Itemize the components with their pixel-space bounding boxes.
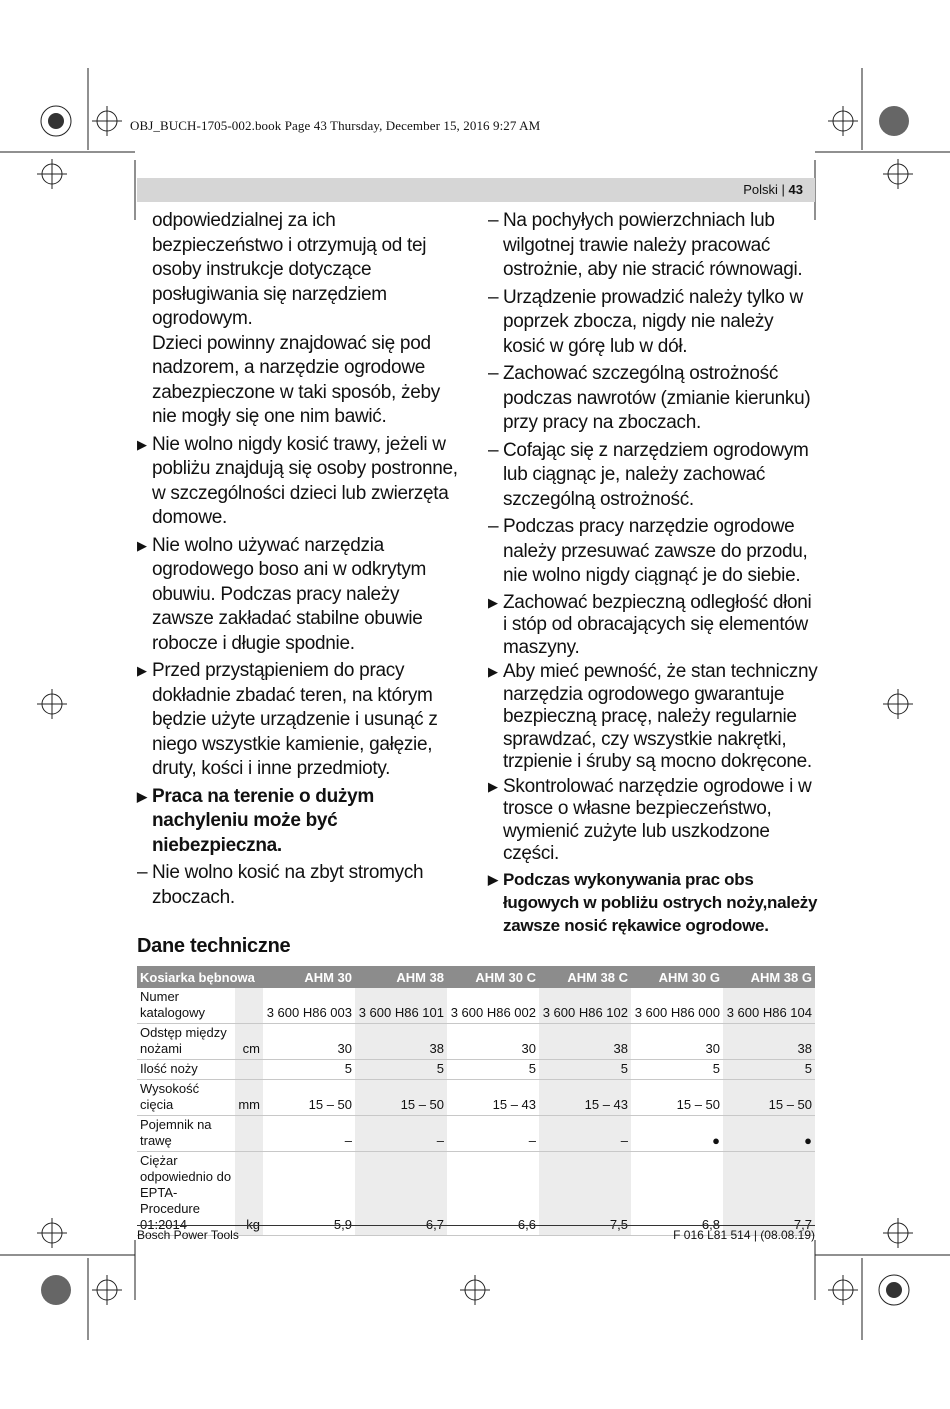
- dash-marker: –: [488, 516, 499, 537]
- bullet-marker-icon: ▶: [488, 778, 498, 794]
- table-cell: 3 600 H86 104: [723, 988, 815, 1024]
- bullet-item: ▶ Skontrolować narzędzie ogrodowe i w trosce o własne bezpieczeństwo, wymienić zużyte lub uszkodzone części.: [488, 775, 812, 864]
- table-cell: 30: [447, 1024, 539, 1060]
- table-header-cell: AHM 38 C: [539, 966, 631, 988]
- row-label: Ciężar odpowiednio do EPTA-Procedure 01:2014: [137, 1152, 235, 1236]
- table-cell: 5: [539, 1060, 631, 1080]
- paragraph: odpowiedzialnej za ich bezpieczeństwo i otrzymują od tej osoby instrukcje dotyczące posługiwania się narzędziem ogrodowym.: [152, 210, 427, 329]
- table-row: [137, 1060, 815, 1080]
- table-row: [137, 1152, 815, 1236]
- dash-marker: –: [488, 210, 499, 231]
- table-cell: 5: [723, 1060, 815, 1080]
- table-header-cell: AHM 38: [355, 966, 447, 988]
- bullet-marker-icon: ▶: [137, 537, 147, 553]
- table-cell: ●: [631, 1116, 723, 1152]
- table-cell: 3 600 H86 002: [447, 988, 539, 1024]
- table-row: [137, 1116, 815, 1152]
- bullet-item: ▶ Przed przystąpieniem do pracy dokładnie zbadać teren, na którym będzie użyte urządzenie i usunąć z niego wszystkie kamienie, gałęzie, druty, kości i inne przedmioty.: [137, 660, 438, 779]
- book-info-line: OBJ_BUCH-1705-002.book Page 43 Thursday, December 15, 2016 9:27 AM: [130, 118, 541, 133]
- bullet-marker-icon: ▶: [137, 788, 147, 804]
- left-column: [137, 209, 465, 910]
- table-cell: 5: [631, 1060, 723, 1080]
- paragraph: Dzieci powinny znajdować się pod nadzorem, a narzędzie ogrodowe zabezpieczone w taki sposób, żeby nie mogły się one nim bawić.: [152, 332, 440, 427]
- row-label: Ilość noży: [137, 1060, 235, 1080]
- row-unit: [235, 1116, 263, 1152]
- row-unit: [235, 988, 263, 1024]
- dash-item: – Podczas pracy narzędzie ogrodowe należy przesuwać zawsze do przodu, nie wolno nigdy ciągnąć je do siebie.: [488, 516, 808, 586]
- footer-divider: [137, 1225, 815, 1226]
- table-cell: 5: [447, 1060, 539, 1080]
- dash-item: – Urządzenie prowadzić należy tylko w poprzek zbocza, nigdy nie należy kosić w górę lub w dół.: [488, 286, 803, 357]
- header-separator: |: [781, 182, 785, 197]
- table-cell: 38: [723, 1024, 815, 1060]
- bullet-marker-icon: ▶: [137, 436, 147, 452]
- table-header-cell: Kosiarka bębnowa: [137, 966, 263, 988]
- table-cell: 6,7: [355, 1152, 447, 1236]
- table-cell: 5,9: [263, 1152, 355, 1236]
- row-label: Wysokość cięcia: [137, 1080, 235, 1116]
- dash-marker: –: [137, 862, 148, 883]
- table-cell: 5: [355, 1060, 447, 1080]
- bullet-marker-icon: ▶: [488, 594, 498, 610]
- table-row: [137, 1080, 815, 1116]
- table-cell: 30: [631, 1024, 723, 1060]
- table-cell: 3 600 H86 101: [355, 988, 447, 1024]
- dash-item: – Cofając się z narzędziem ogrodowym lub ciągnąc je, należy zachować szczególną ostrożność.: [488, 439, 809, 510]
- row-label: Odstęp między nożami: [137, 1024, 235, 1060]
- table-cell: ●: [723, 1116, 815, 1152]
- table-cell: 6,8: [631, 1152, 723, 1236]
- table-header-cell: AHM 30 G: [631, 966, 723, 988]
- table-cell: 7,7: [723, 1152, 815, 1236]
- bullet-item: ▶ Aby mieć pewność, że stan techniczny narzędzia ogrodowego gwarantuje bezpieczną pracę, należy regularnie sprawdzać, czy wszystkie nakrętki, trzpienie i śruby są mocno dokręcone.: [488, 661, 818, 772]
- table-cell: 7,5: [539, 1152, 631, 1236]
- table-cell: 3 600 H86 102: [539, 988, 631, 1024]
- table-cell: 15 – 50: [631, 1080, 723, 1116]
- footer-publisher: Bosch Power Tools: [137, 1228, 239, 1242]
- table-cell: –: [447, 1116, 539, 1152]
- bullet-item: ▶ Nie wolno używać narzędzia ogrodowego boso ani w odkrytym obuwiu. Podczas pracy należy zawsze zakładać stabilne obuwie robocze i długie spodnie.: [137, 534, 427, 654]
- table-cell: 6,6: [447, 1152, 539, 1236]
- dash-marker: –: [488, 439, 499, 461]
- bullet-item-bold: ▶ Praca na terenie o dużym nachyleniu może być niebezpieczna.: [137, 785, 374, 856]
- row-unit: [235, 1060, 263, 1080]
- dash-marker: –: [488, 363, 499, 384]
- row-unit: kg: [235, 1152, 263, 1236]
- row-unit: mm: [235, 1080, 263, 1116]
- table-cell: 38: [539, 1024, 631, 1060]
- footer-document-code: F 016 L81 514 | (08.08.19): [673, 1228, 815, 1242]
- table-cell: 3 600 H86 003: [263, 988, 355, 1024]
- dash-marker: –: [488, 286, 499, 308]
- row-label: Numer katalogowy: [137, 988, 235, 1024]
- table-cell: 15 – 50: [723, 1080, 815, 1116]
- dash-item: – Nie wolno kosić na zbyt stromych zboczach.: [137, 862, 424, 908]
- bullet-marker-icon: ▶: [488, 871, 498, 887]
- page-header: [743, 182, 803, 197]
- header-language: Polski: [743, 182, 778, 197]
- table-cell: 38: [355, 1024, 447, 1060]
- bullet-item-bold: ▶ Podczas wykonywania prac obs ługowych w pobliżu ostrych noży,należy zawsze nosić rękawice ogrodowe.: [488, 869, 818, 935]
- table-row: [137, 1024, 815, 1060]
- table-row: [137, 988, 815, 1024]
- table-cell: –: [355, 1116, 447, 1152]
- row-unit: cm: [235, 1024, 263, 1060]
- dash-item: – Na pochyłych powierzchniach lub wilgotnej trawie należy pracować ostrożnie, aby nie stracić równowagi.: [488, 210, 803, 280]
- table-cell: –: [263, 1116, 355, 1152]
- page-header-band: [137, 178, 815, 202]
- bullet-marker-icon: ▶: [488, 664, 498, 679]
- bullet-marker-icon: ▶: [137, 663, 147, 678]
- table-cell: 15 – 50: [355, 1080, 447, 1116]
- table-cell: 30: [263, 1024, 355, 1060]
- bullet-item: ▶ Nie wolno nigdy kosić trawy, jeżeli w pobliżu znajdują się osoby postronne, w szczególności dzieci lub zwierzęta domowe.: [137, 433, 458, 528]
- technical-data-table: [137, 966, 815, 1236]
- table-header-cell: AHM 38 G: [723, 966, 815, 988]
- bullet-item: ▶ Zachować bezpieczną odległość dłoni i stóp od obracających się elementów maszyny.: [488, 591, 812, 658]
- table-header-cell: AHM 30 C: [447, 966, 539, 988]
- table-header-row: [137, 966, 815, 988]
- table-cell: 15 – 43: [539, 1080, 631, 1116]
- table-cell: 3 600 H86 000: [631, 988, 723, 1024]
- table-cell: –: [539, 1116, 631, 1152]
- row-label: Pojemnik na trawę: [137, 1116, 235, 1152]
- table-header-cell: AHM 30: [263, 966, 355, 988]
- table-cell: 15 – 50: [263, 1080, 355, 1116]
- table-cell: 15 – 43: [447, 1080, 539, 1116]
- section-title: Dane techniczne: [137, 935, 291, 957]
- table-cell: 5: [263, 1060, 355, 1080]
- page-number: 43: [788, 182, 803, 197]
- dash-item: – Zachować szczególną ostrożność podczas nawrotów (zmianie kierunku) przy pracy na zboczach.: [488, 363, 811, 433]
- right-column: [488, 209, 818, 937]
